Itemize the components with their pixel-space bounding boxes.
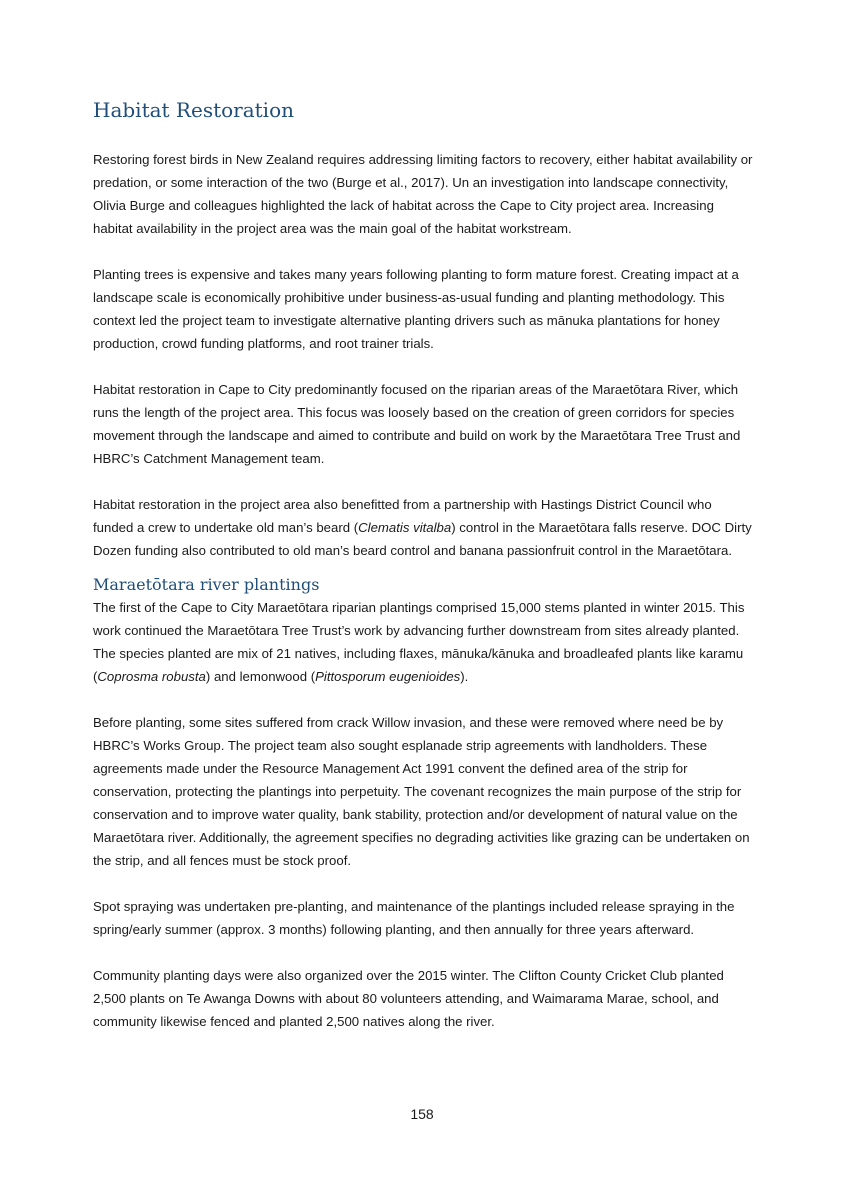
species-name: Pittosporum eugenioides <box>315 669 461 684</box>
paragraph <box>93 493 753 562</box>
paragraph: Habitat restoration in Cape to City predominantly focused on the riparian areas of the Maraetōtara River, which runs the length of the project area. This focus was loosely based on the creation of green corridors for species movement through the landscape and aimed to contribute and build on work by the Maraetōtara Tree Trust and HBRC’s Catchment Management team. <box>93 382 741 466</box>
text-run: ) and lemonwood ( <box>205 669 316 684</box>
paragraph: Community planting days were also organized over the 2015 winter. The Clifton County Cricket Club planted 2,500 plants on Te Awanga Downs with about 80 volunteers attending, and Waimarama Marae, school, and community likewise fenced and planted 2,500 natives along the river. <box>93 968 724 1029</box>
page-number: 158 <box>410 1106 434 1122</box>
text-run: ) control in the Maraetōtara falls reserve. DOC Dirty Dozen funding also contributed to old man’s beard control and banana passionfruit control in the Maraetōtara. <box>93 520 752 558</box>
paragraph: Planting trees is expensive and takes many years following planting to form mature forest. Creating impact at a landscape scale is economically prohibitive under business-as-usual funding and planting methodology. This context led the project team to investigate alternative planting drivers such as mānuka plantations for honey production, crowd funding platforms, and root trainer trials. <box>93 267 739 351</box>
species-name: Coprosma robusta <box>97 669 206 684</box>
page-content <box>93 96 753 1056</box>
section-title: Habitat Restoration <box>93 98 294 122</box>
species-name: Clematis vitalba <box>358 520 452 535</box>
paragraph: Spot spraying was undertaken pre-planting, and maintenance of the plantings included release spraying in the spring/early summer (approx. 3 months) following planting, and then annually for three years afterward. <box>93 899 735 937</box>
text-run: ). <box>460 669 469 684</box>
paragraph <box>93 596 753 688</box>
paragraph: Before planting, some sites suffered from crack Willow invasion, and these were removed where need be by HBRC’s Works Group. The project team also sought esplanade strip agreements with landholders. These agreements made under the Resource Management Act 1991 convent the defined area of the strip for conservation, protecting the plantings into perpetuity. The covenant recognizes the main purpose of the strip for conservation and to improve water quality, bank stability, protection and/or development of natural value on the Maraetōtara river. Additionally, the agreement specifies no degrading activities like grazing can be undertaken on the strip, and all fences must be stock proof. <box>93 715 750 868</box>
text-run: Habitat restoration in the project area also benefitted from a partnership with Hastings District Council who funded a crew to undertake old man’s beard ( <box>93 497 712 535</box>
paragraph: Restoring forest birds in New Zealand requires addressing limiting factors to recovery, either habitat availability or predation, or some interaction of the two (Burge et al., 2017). Un an investigation into landscape connectivity, Olivia Burge and colleagues highlighted the lack of habitat across the Cape to City project area. Increasing habitat availability in the project area was the main goal of the habitat workstream. <box>93 152 753 236</box>
text-run: The first of the Cape to City Maraetōtara riparian plantings comprised 15,000 stems planted in winter 2015. This work continued the Maraetōtara Tree Trust’s work by advancing further downstream from sites already planted. The species planted are mix of 21 natives, including flaxes, mānuka/kānuka and broadleafed plants like karamu ( <box>93 600 745 684</box>
subsection-title: Maraetōtara river plantings <box>93 575 320 594</box>
